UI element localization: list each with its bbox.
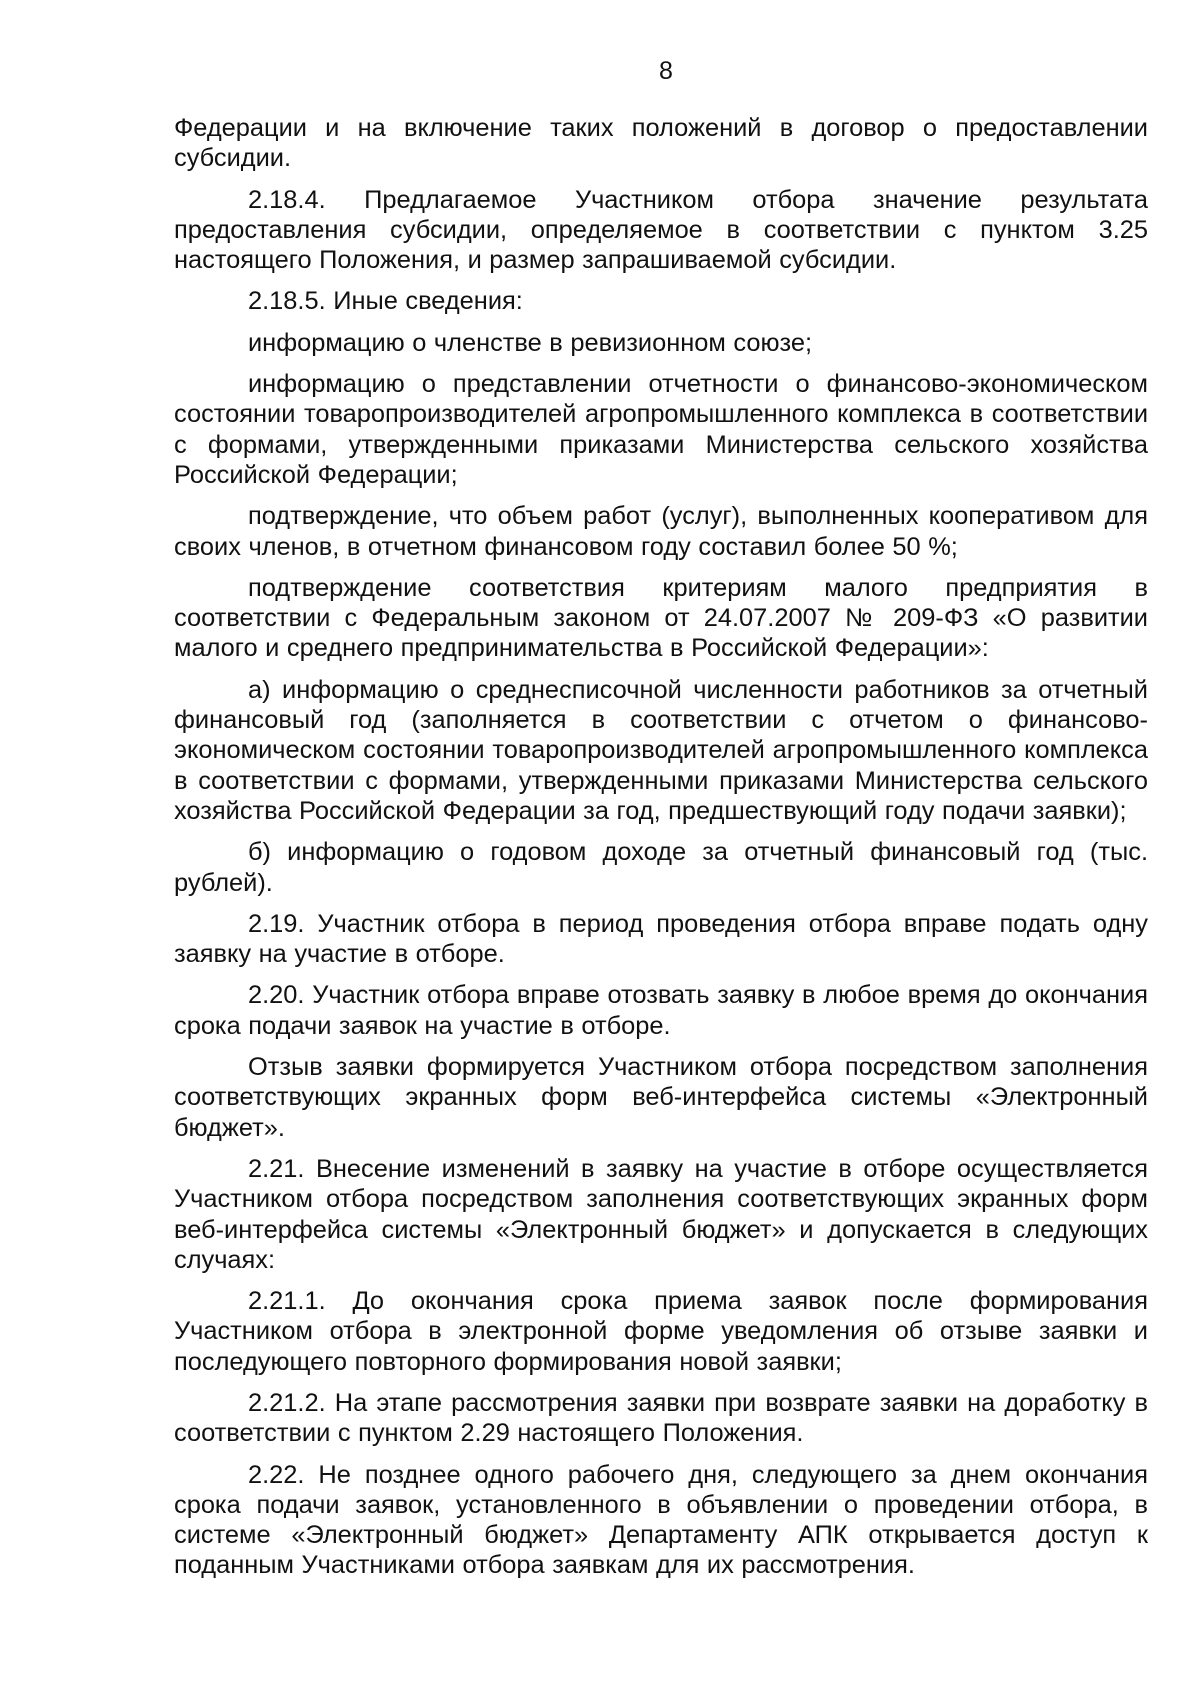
paragraph-2-21-2: 2.21.2. На этапе рассмотрения заявки при возврате заявки на доработку в соответствии с пунктом 2.29 настоящего Положения. [174,1388,1148,1448]
paragraph-2-18-5: 2.18.5. Иные сведения: [248,287,523,316]
paragraph-withdrawal: Отзыв заявки формируется Участником отбора посредством заполнения соответствующих экранных форм веб-интерфейса системы «Электронный бюджет». [174,1053,1148,1142]
paragraph-2-21: 2.21. Внесение изменений в заявку на участие в отборе осуществляется Участником отбора посредством заполнения соответствующих экранных форм веб-интерфейса системы «Электронный бюджет» и допускается в следующих случаях: [174,1154,1148,1274]
paragraph-2-19: 2.19. Участник отбора в период проведения отбора вправе подать одну заявку на участие в отборе. [174,909,1148,969]
document-body [174,113,1148,1592]
page-number: 8 [659,57,673,85]
paragraph-work-volume: подтверждение, что объем работ (услуг), выполненных кооперативом для своих членов, в отчетном финансовом году составил более 50 %; [174,502,1148,561]
paragraph-small-enterprise: подтверждение соответствия критериям малого предприятия в соответствии с Федеральным законом от 24.07.2007 № 209-ФЗ «О развитии малого и среднего предпринимательства в Российской Федерации»: [174,573,1148,663]
paragraph-item-b: б) информацию о годовом доходе за отчетный финансовый год (тыс. рублей). [174,838,1148,897]
paragraph-revision-union: информацию о членстве в ревизионном союзе; [248,328,813,357]
paragraph-2-20: 2.20. Участник отбора вправе отозвать заявку в любое время до окончания срока подачи заявок на участие в отборе. [174,981,1148,1040]
paragraph-continuation: Федерации и на включение таких положений в договор о предоставлении субсидии. [174,114,1148,173]
paragraph-2-18-4: 2.18.4. Предлагаемое Участником отбора значение результата предоставления субсидии, определяемое в соответствии с пунктом 3.25 настоящего Положения, и размер запрашиваемой субсидии. [174,185,1148,275]
paragraph-2-21-1: 2.21.1. До окончания срока приема заявок после формирования Участником отбора в электронной форме уведомления об отзыве заявки и последующего повторного формирования новой заявки; [174,1287,1148,1376]
paragraph-reporting-info: информацию о представлении отчетности о финансово-экономическом состоянии товаропроизводителей агропромышленного комплекса в соответствии с формами, утвержденными приказами Министерства сельского хозяйства Российской Федерации; [174,370,1148,489]
paragraph-2-22: 2.22. Не позднее одного рабочего дня, следующего за днем окончания срока подачи заявок, установленного в объявлении о проведении отбора, в системе «Электронный бюджет» Департаменту АПК открывается доступ к поданным Участниками отбора заявкам для их рассмотрения. [174,1460,1148,1580]
paragraph-item-a: а) информацию о среднесписочной численности работников за отчетный финансовый год (заполняется в соответствии с отчетом о финансово-экономическом состоянии товаропроизводителей агропромышленного комплекса в соответствии с формами, утвержденными приказами Министерства сельского хозяйства Российской Федерации за год, предшествующий году подачи заявки); [174,675,1148,825]
